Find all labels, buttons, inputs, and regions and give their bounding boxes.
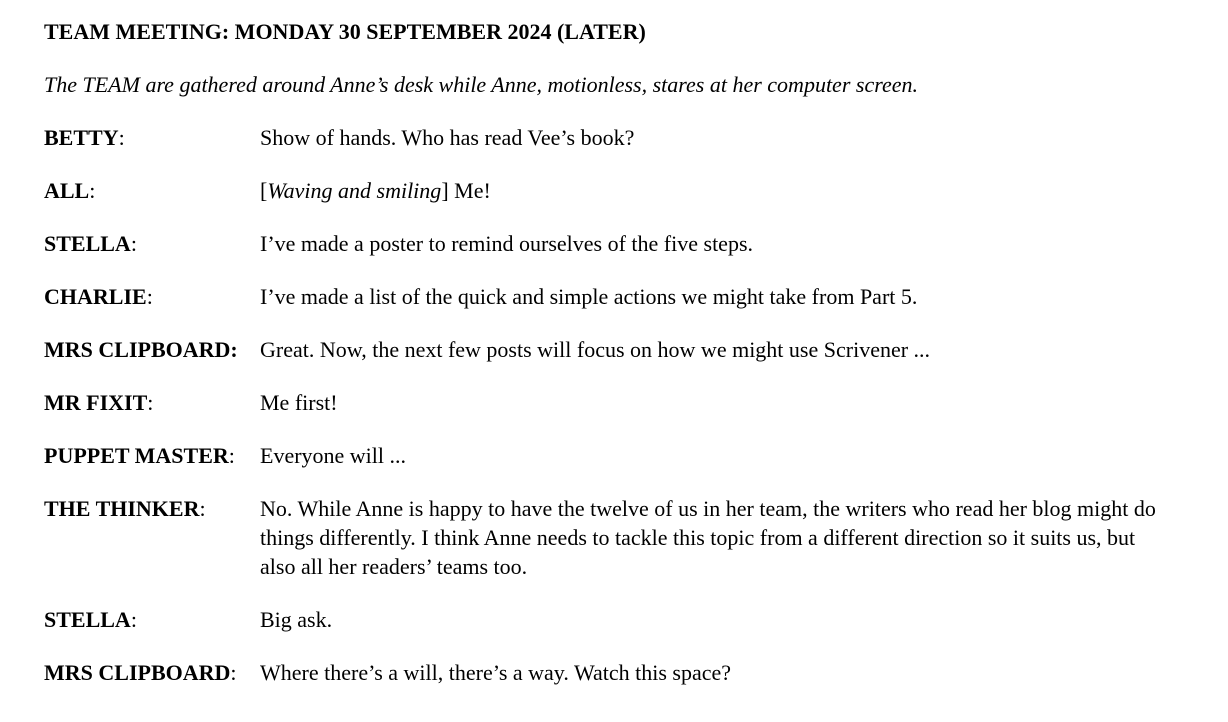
dialogue-text xyxy=(260,176,1170,205)
stage-direction-inline: Waving and smiling xyxy=(267,178,442,203)
dialogue-line xyxy=(44,335,1188,364)
dialogue-line xyxy=(44,229,1188,258)
speaker-name: STELLA xyxy=(44,607,131,632)
speaker-label xyxy=(44,658,260,687)
speaker-name: THE THINKER xyxy=(44,496,200,521)
dialogue-text: Show of hands. Who has read Vee’s book? xyxy=(260,125,635,150)
dialogue-line xyxy=(44,176,1188,205)
speaker-name: ALL xyxy=(44,178,90,203)
speaker-colon: : xyxy=(199,496,206,521)
speaker-name: STELLA xyxy=(44,231,131,256)
dialogue-text: I’ve made a poster to remind ourselves of the five steps. xyxy=(260,231,754,256)
dialogue-text: Everyone will ... xyxy=(260,443,407,468)
dialogue-line xyxy=(44,441,1188,470)
speaker-colon: : xyxy=(228,443,235,468)
speaker-name: MR FIXIT xyxy=(44,390,148,415)
speaker-label xyxy=(44,176,260,205)
speaker-label xyxy=(44,335,260,364)
dialogue-line xyxy=(44,494,1188,581)
dialogue-text: Where there’s a will, there’s a way. Watch this space? xyxy=(260,660,732,685)
speaker-colon: : xyxy=(130,607,137,632)
speaker-name: CHARLIE xyxy=(44,284,147,309)
stage-direction: The TEAM are gathered around Anne’s desk while Anne, motionless, stares at her computer screen. xyxy=(44,72,918,97)
speaker-label xyxy=(44,494,260,523)
speaker-label xyxy=(44,388,260,417)
dialogue-text: Big ask. xyxy=(260,607,333,632)
speaker-label xyxy=(44,441,260,470)
scene-heading: TEAM MEETING: MONDAY 30 SEPTEMBER 2024 (LATER) xyxy=(44,19,646,44)
speaker-colon: : xyxy=(130,231,137,256)
speaker-name: PUPPET MASTER xyxy=(44,443,229,468)
speaker-colon: : xyxy=(230,660,237,685)
speaker-name: MRS CLIPBOARD: xyxy=(44,337,238,362)
dialogue-line xyxy=(44,605,1188,634)
speaker-colon: : xyxy=(146,284,153,309)
dialogue-text: I’ve made a list of the quick and simple actions we might take from Part 5. xyxy=(260,284,918,309)
speaker-label xyxy=(44,123,260,152)
speaker-label xyxy=(44,229,260,258)
speaker-colon: : xyxy=(147,390,154,415)
dialogue-text: No. While Anne is happy to have the twelve of us in her team, the writers who read her blog might do things differently. I think Anne needs to tackle this topic from a different direction so it suits us, but also all her readers’ teams too. xyxy=(260,496,1156,579)
dialogue-line xyxy=(44,658,1188,687)
speaker-label xyxy=(44,282,260,311)
speaker-label xyxy=(44,605,260,634)
speaker-name: MRS CLIPBOARD xyxy=(44,660,231,685)
dialogue-line xyxy=(44,282,1188,311)
speaker-colon: : xyxy=(89,178,96,203)
speaker-colon: : xyxy=(118,125,125,150)
dialogue-text-pre: [ xyxy=(260,178,268,203)
dialogue-text-post: ] Me! xyxy=(441,178,491,203)
dialogue-line xyxy=(44,123,1188,152)
dialogue-text: Great. Now, the next few posts will focus on how we might use Scrivener ... xyxy=(260,337,931,362)
dialogue-list xyxy=(44,123,1188,687)
dialogue-text: Me first! xyxy=(260,390,338,415)
speaker-name: BETTY xyxy=(44,125,119,150)
dialogue-line xyxy=(44,388,1188,417)
